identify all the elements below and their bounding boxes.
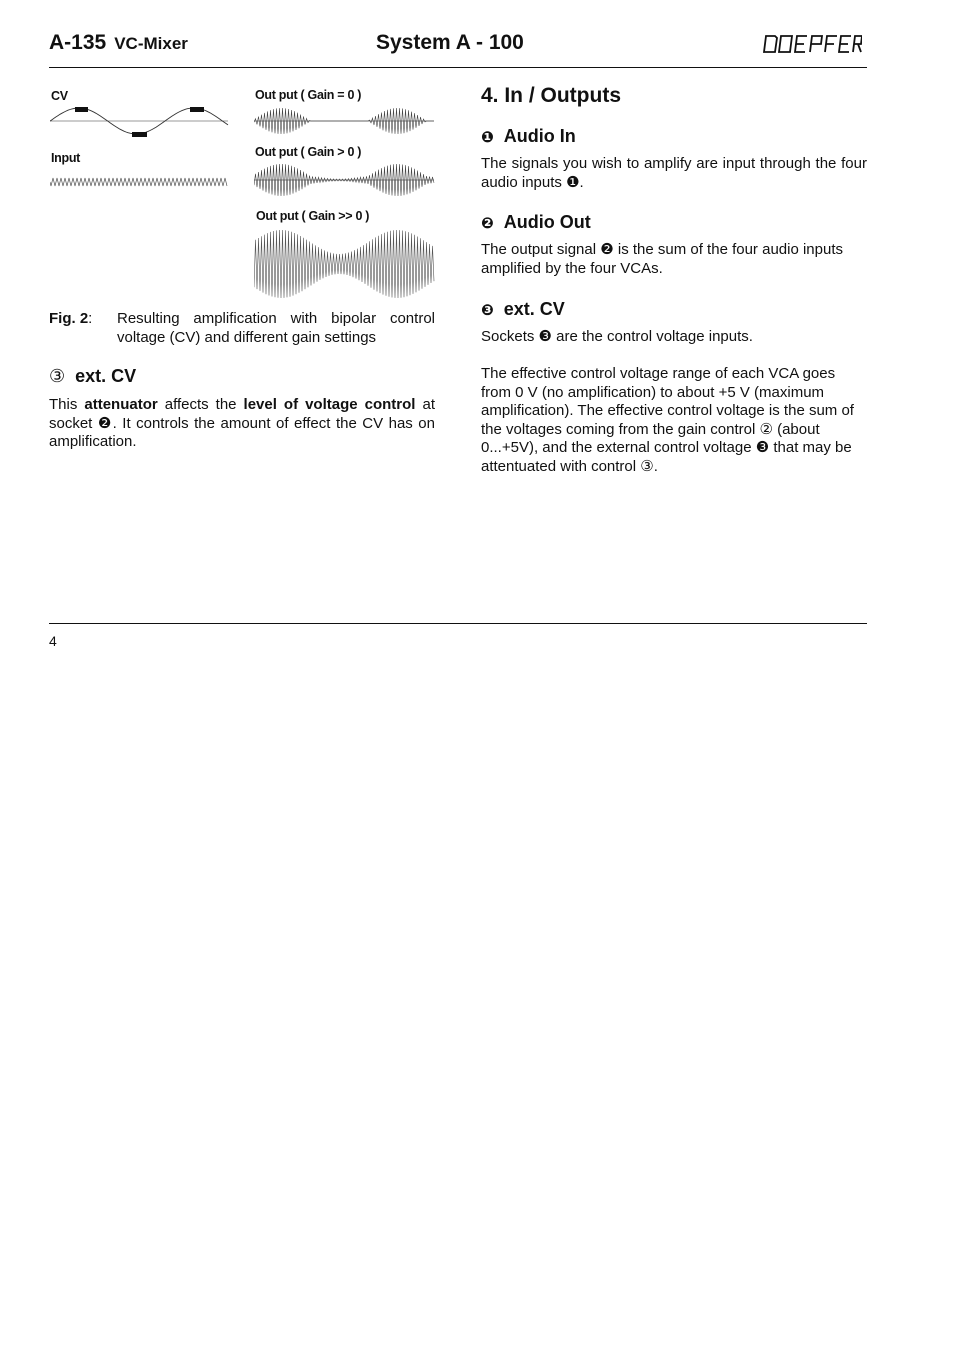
cv-waveform: [50, 98, 230, 146]
output-gain2-waveform: [254, 228, 435, 300]
figure-caption: [49, 309, 435, 349]
section-title-audio-out: ❷ Audio Out: [481, 212, 591, 232]
footer-rule: [49, 623, 867, 624]
figure-label-output-gain0: Out put ( Gain = 0 ): [255, 88, 362, 102]
attenuator-description: This attenuator affects the level of voltage control at socket ❷. It controls the amount of effect the CV has on amplification.: [49, 396, 435, 451]
module-title: [49, 31, 188, 55]
output-gain1-waveform: [254, 163, 435, 197]
figure-label-input: Input: [51, 151, 81, 165]
ext-cv-description-1: Sockets ❸ are the control voltage inputs.: [481, 328, 753, 345]
socket-marker-2: ❷: [481, 215, 494, 232]
section-heading-in-outputs: 4. In / Outputs: [481, 84, 621, 107]
module-name: VC-Mixer: [114, 34, 188, 53]
section-title-ext-cv: ❸ ext. CV: [481, 299, 565, 319]
page-number: 4: [49, 633, 57, 649]
header-rule: [49, 67, 867, 68]
module-number: A-135: [49, 31, 107, 54]
output-gain0-waveform: [254, 106, 435, 136]
socket-marker-3: ❸: [481, 302, 494, 319]
figure-caption-label: Fig. 2:: [49, 310, 93, 327]
figure-label-cv: CV: [51, 89, 68, 103]
figure-label-output-gain1: Out put ( Gain > 0 ): [255, 145, 362, 159]
system-title: System A - 100: [376, 31, 524, 54]
audio-out-description: The output signal ❷ is the sum of the four audio inputs amplified by the four VCAs.: [481, 241, 843, 277]
ext-cv-description-2: The effective control voltage range of each VCA goes from 0 V (no amplification) to about +5 V (maximum amplification). The effective control voltage is the sum of the voltages coming from the gain control ② (about 0...+5V), and the external control voltage ❸ that may be attentuated with control ③.: [481, 365, 854, 475]
section-title-audio-in: ❶ Audio In: [481, 126, 576, 146]
audio-in-description: The signals you wish to amplify are input through the four audio inputs ❶.: [481, 155, 867, 191]
section-title-attenuator: ③ ext. CV: [49, 366, 137, 386]
input-waveform: [50, 174, 230, 190]
socket-marker-1: ❶: [481, 129, 494, 146]
doepfer-logo: [762, 33, 862, 55]
figure-label-output-gain2: Out put ( Gain >> 0 ): [256, 209, 370, 223]
control-marker-3: ③: [49, 366, 66, 386]
figure-caption-text: Resulting amplification with bipolar control voltage (CV) and different gain settings: [117, 310, 435, 346]
